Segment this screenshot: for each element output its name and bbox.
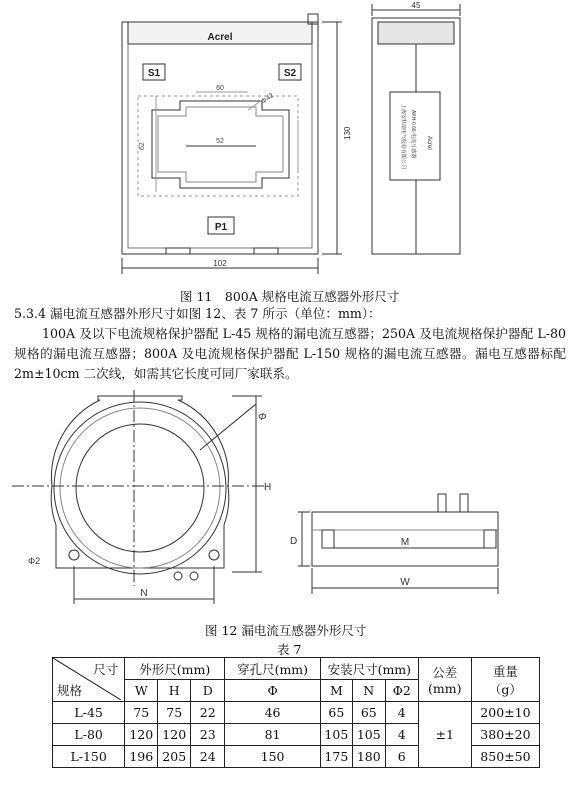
dim-n-label: N [140,588,148,599]
cell-h: 75 [158,702,191,724]
section-heading: 5.3.4 漏电流互感器外形尺寸如图 12、表 7 所示（单位：mm）： [14,306,381,321]
terminal-s2-label: S2 [283,68,297,79]
header-outer-size: 外形尺(mm) [125,658,225,680]
dim-depth-label: 45 [411,1,421,10]
subheader-d: D [191,680,225,702]
cell-h: 120 [158,724,191,746]
subheader-n: N [352,680,385,702]
dim-hole-width: 52 [216,138,224,145]
figure-12-caption: 图 12 漏电流互感器外形尺寸 [205,623,367,638]
row-spec-name: L-80 [53,724,125,746]
side-label-line-3: 上海安科瑞电气股份有限公司 [400,104,406,170]
header-hole-size: 穿孔尺(mm) [225,658,321,680]
brand-logo-text: Acrel [207,32,233,43]
cell-phi: 81 [225,724,321,746]
corner-label-spec: 规格 [57,683,83,698]
dim-d-label: D [290,536,298,547]
subheader-w: W [125,680,158,702]
tolerance-unit: (mm) [428,681,462,696]
table-7-title: 表 7 [277,642,302,657]
cell-phi: 46 [225,702,321,724]
cell-w: 75 [125,702,158,724]
cell-d: 23 [191,724,225,746]
ring-outline [51,396,229,568]
subheader-phi: Φ [225,680,321,702]
cell-weight: 380±20 [471,724,539,746]
dim-phi2-label: Φ2 [28,556,41,566]
section-paragraph: 100A 及以下电流规格保护器配 L-45 规格的漏电流互感器；250A 及电流规格保护器配 L-80 规格的漏电流互感器；800A 及电流规格保护器配 L-150 规格的漏电流互感器。漏电互感器标配 2m±10cm 二次线，如需其它长度可同厂家联系。 [14,326,566,381]
dim-height-label: 130 [343,126,352,140]
cell-d: 24 [191,746,225,768]
figure-12-drawing [0,390,580,615]
dim-h-label: H [264,482,272,493]
figure-11-drawing [0,0,580,282]
corner-label-size: 尺寸 [93,662,119,677]
side-label-line-2: AKH-0.66 电流互感器 [410,110,416,159]
cell-weight: 850±50 [471,746,539,768]
cell-phi2: 4 [385,724,418,746]
cell-n: 105 [352,724,385,746]
cell-d: 22 [191,702,225,724]
figure-11-caption: 图 11 800A 规格电流互感器外形尺寸 [180,289,400,304]
cell-n: 180 [352,746,385,768]
cell-m: 105 [320,724,352,746]
table-header-row-1 [53,658,540,680]
cell-phi2: 4 [385,702,418,724]
subheader-h: H [158,680,191,702]
terminal-s1-label: S1 [147,68,161,79]
cell-tolerance: ±1 [418,702,471,768]
weight-label: 重量 [492,663,518,679]
cell-n: 65 [352,702,385,724]
weight-unit: （g） [488,681,522,697]
dim-inner-height: 62 [139,142,146,150]
cell-m: 65 [320,702,352,724]
subheader-m: M [320,680,352,702]
row-spec-name: L-150 [53,746,125,768]
cell-h: 205 [158,746,191,768]
dim-width-label: 102 [213,259,227,268]
side-label-line-1: Acrel [426,136,432,150]
table-row [53,702,540,724]
cell-phi: 150 [225,746,321,768]
header-install-size: 安装尺寸(mm) [320,658,418,680]
dim-hole-diameter: Φ42 [260,92,276,106]
dim-inner-width: 60 [216,85,224,92]
table-corner-cell [53,658,125,702]
header-tolerance [418,658,471,702]
row-spec-name: L-45 [53,702,125,724]
dim-m-label: M [400,537,410,548]
dim-w-label: W [400,577,410,588]
cell-phi2: 6 [385,746,418,768]
dim-phi-label: Φ [258,412,267,423]
cell-weight: 200±10 [471,702,539,724]
cell-w: 196 [125,746,158,768]
terminal-p1-label: P1 [214,222,228,233]
subheader-phi2: Φ2 [385,680,418,702]
table-7 [52,657,540,768]
header-weight [471,658,539,702]
cell-w: 120 [125,724,158,746]
cell-m: 175 [320,746,352,768]
tolerance-label: 公差 [432,665,458,680]
